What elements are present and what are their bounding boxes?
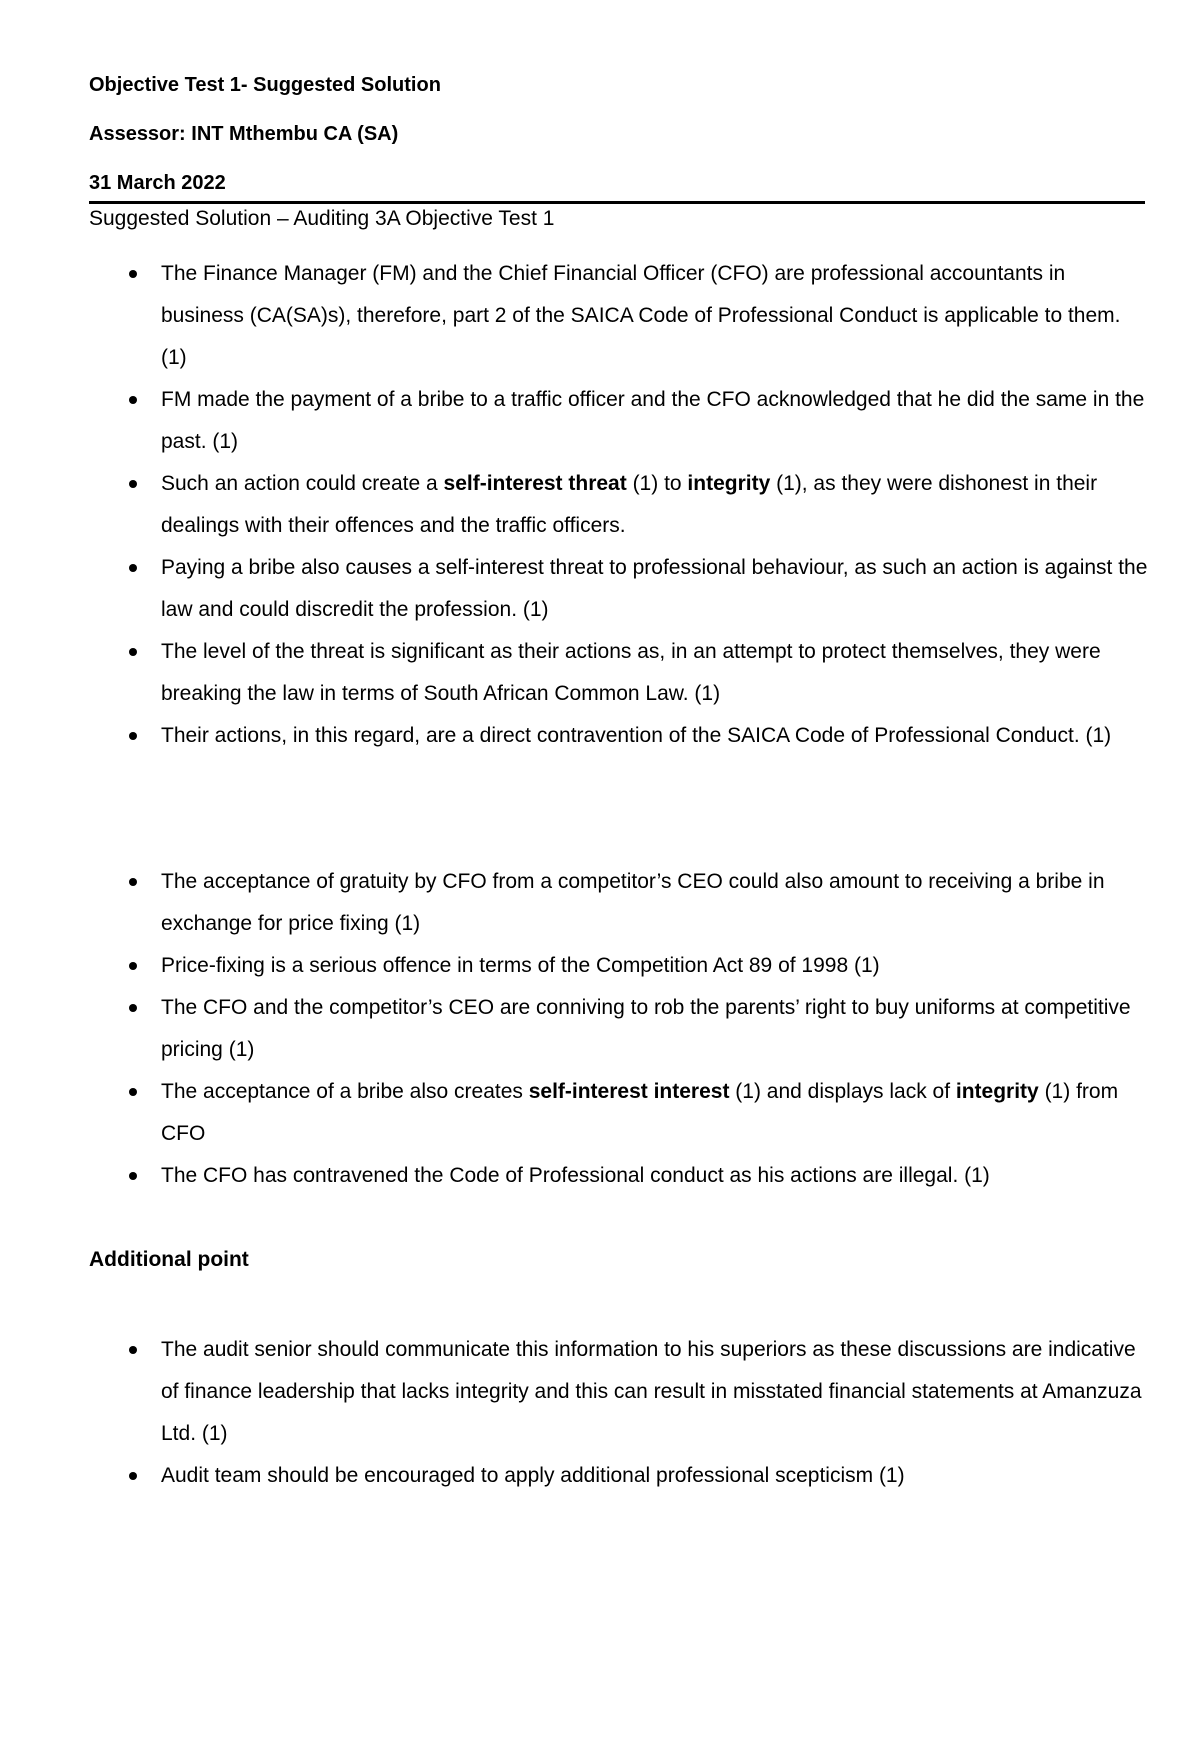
list-item [89, 463, 1149, 547]
list-item-text: (1) to [626, 472, 688, 495]
bullet-icon [129, 270, 137, 278]
list-item-text: FM made the payment of a bribe to a traffic officer and the CFO acknowledged that he did the same in the past. (1) [161, 388, 1145, 453]
bullet-icon [129, 564, 137, 572]
bullet-list-additional [89, 1329, 1149, 1497]
list-item [89, 547, 1149, 631]
bullet-list-price-fixing [89, 861, 1149, 1197]
list-item-text: (1) and displays lack of [729, 1080, 956, 1103]
bullet-icon [129, 962, 137, 970]
list-item [89, 379, 1149, 463]
list-item-text: The CFO and the competitor’s CEO are conniving to rob the parents’ right to buy uniforms at competitive pricing (1) [161, 996, 1131, 1061]
list-item [89, 945, 1149, 987]
date-line: 31 March 2022 [89, 172, 226, 194]
list-item-text: The Finance Manager (FM) and the Chief Financial Officer (CFO) are professional accountants in business (CA(SA)s), therefore, part 2 of the SAICA Code of Professional Conduct is applicable to them. (1) [161, 262, 1121, 369]
document-title: Objective Test 1- Suggested Solution [89, 74, 441, 96]
bold-term: self-interest threat [443, 472, 627, 495]
list-item-text: The acceptance of a bribe also creates [161, 1080, 529, 1103]
list-item-text: The audit senior should communicate this information to his superiors as these discussions are indicative of finance leadership that lacks integrity and this can result in misstated financial statements at Amanzuza Ltd. (1) [161, 1338, 1142, 1445]
bullet-icon [129, 1172, 137, 1180]
bold-term: integrity [955, 1080, 1039, 1103]
bullet-icon [129, 1346, 137, 1354]
header-divider [89, 201, 1145, 204]
bullet-icon [129, 732, 137, 740]
bold-term: integrity [687, 472, 771, 495]
list-item-text: Such an action could create a [161, 472, 444, 495]
solution-heading: Suggested Solution – Auditing 3A Objective Test 1 [89, 207, 555, 230]
list-item [89, 1329, 1149, 1455]
bold-term: self-interest interest [528, 1080, 730, 1103]
bullet-icon [129, 1472, 137, 1480]
bullet-icon [129, 396, 137, 404]
bullet-icon [129, 480, 137, 488]
list-item [89, 631, 1149, 715]
list-item [89, 715, 1149, 757]
bullet-icon [129, 648, 137, 656]
list-item [89, 1455, 1149, 1497]
bullet-icon [129, 1004, 137, 1012]
bullet-list-professional-threats [89, 253, 1149, 757]
list-item [89, 861, 1149, 945]
assessor-line: Assessor: INT Mthembu CA (SA) [89, 123, 399, 145]
list-item-text: Their actions, in this regard, are a direct contravention of the SAICA Code of Professional Conduct. (1) [161, 724, 1112, 747]
list-item [89, 1155, 1149, 1197]
list-item-text: Price-fixing is a serious offence in terms of the Competition Act 89 of 1998 (1) [161, 954, 880, 977]
list-item [89, 253, 1149, 379]
list-item-text: The CFO has contravened the Code of Professional conduct as his actions are illegal. (1) [161, 1164, 990, 1187]
list-item-text: Paying a bribe also causes a self-interest threat to professional behaviour, as such an action is against the law and could discredit the profession. (1) [161, 556, 1148, 621]
list-item-text: (1) from CFO [161, 1080, 1119, 1145]
list-item [89, 1071, 1149, 1155]
list-item-text: Audit team should be encouraged to apply additional professional scepticism (1) [161, 1464, 905, 1487]
bullet-icon [129, 1088, 137, 1096]
list-item-text: The level of the threat is significant as their actions as, in an attempt to protect themselves, they were breaking the law in terms of South African Common Law. (1) [161, 640, 1101, 705]
list-item-text: The acceptance of gratuity by CFO from a competitor’s CEO could also amount to receiving a bribe in exchange for price fixing (1) [161, 870, 1105, 935]
additional-point-heading: Additional point [89, 1248, 249, 1271]
bullet-icon [129, 878, 137, 886]
list-item [89, 987, 1149, 1071]
list-item-text: (1), as they were dishonest in their dealings with their offences and the traffic officers. [161, 472, 1098, 537]
